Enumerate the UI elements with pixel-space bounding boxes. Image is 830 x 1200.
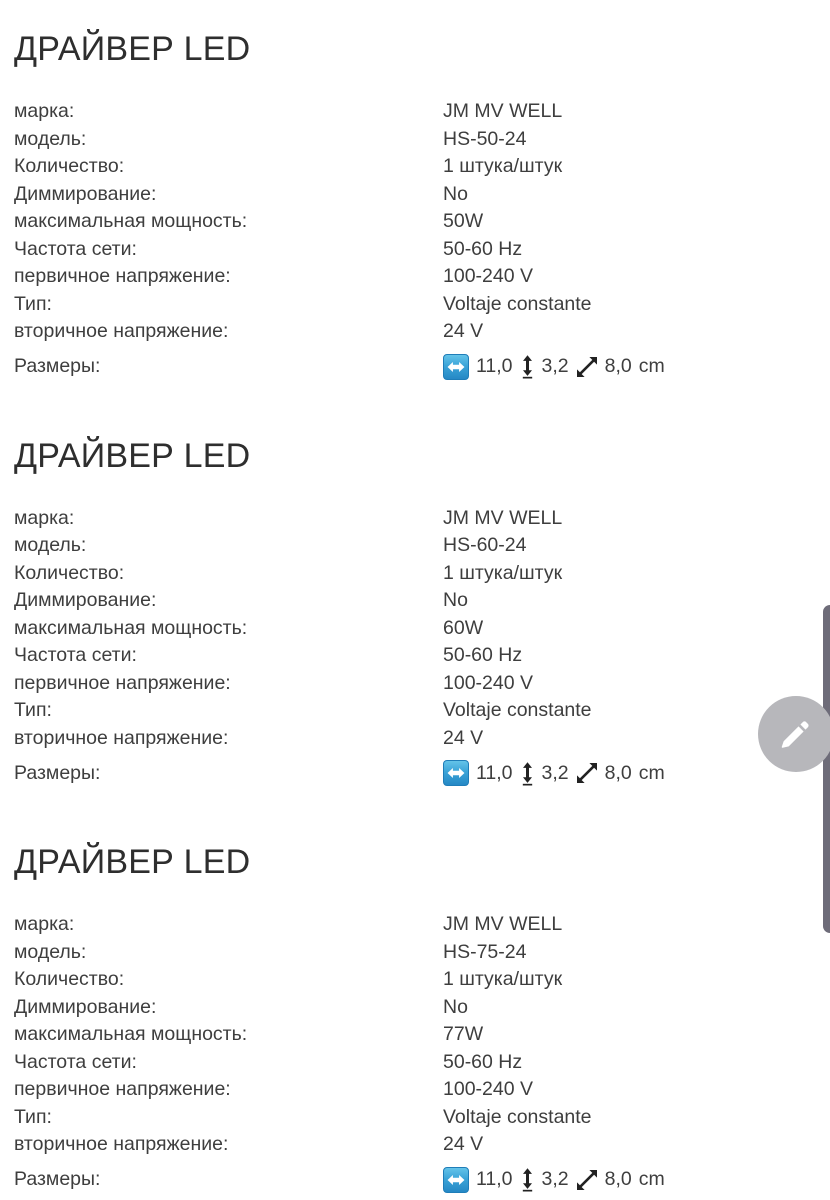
spec-row: [14, 1104, 830, 1132]
dimension-width: 11,0: [476, 761, 513, 784]
dimension-depth: 8,0: [604, 1168, 632, 1190]
spec-label: Диммирование:: [14, 589, 157, 611]
spec-label: вторичное напряжение:: [14, 726, 229, 749]
spec-label: Размеры:: [14, 761, 101, 784]
dimension-height: 3,2: [541, 761, 569, 784]
spec-value: 100-240 V: [443, 265, 533, 287]
spec-value: No: [443, 995, 468, 1018]
spec-value: JM MV WELL: [443, 913, 563, 935]
dimensions-row: [14, 757, 830, 789]
dimension-depth: 8,0: [604, 761, 632, 784]
spec-value: 60W: [443, 616, 484, 639]
dimension-unit: cm: [638, 761, 665, 784]
dimensions-row: [14, 1164, 830, 1196]
width-arrow-icon: [443, 1167, 469, 1193]
spec-label: марка:: [14, 913, 75, 935]
spec-value: No: [443, 589, 468, 611]
spec-label: Количество:: [14, 561, 125, 584]
spec-row: [14, 725, 830, 753]
spec-label: модель:: [14, 940, 87, 963]
spec-label: марка:: [14, 100, 75, 122]
spec-value: Voltaje constante: [443, 1105, 592, 1128]
spec-label: Частота сети:: [14, 237, 137, 260]
spec-label: Диммирование:: [14, 182, 157, 205]
spec-value: 100-240 V: [443, 671, 533, 694]
spec-row: [14, 126, 830, 154]
dimensions-value: [443, 354, 665, 380]
spec-value: HS-50-24: [443, 127, 527, 150]
spec-label: Частота сети:: [14, 644, 137, 666]
spec-row: [14, 560, 830, 588]
product-title: ДРАЙВЕР LED: [14, 30, 251, 68]
height-arrow-icon: [520, 761, 535, 786]
spec-label: Размеры:: [14, 355, 101, 377]
spec-value: 50W: [443, 210, 484, 232]
spec-label: Частота сети:: [14, 1050, 137, 1073]
height-arrow-icon: [520, 1167, 535, 1192]
spec-value: 50-60 Hz: [443, 644, 523, 666]
spec-label: первичное напряжение:: [14, 671, 231, 694]
spec-row: [14, 153, 830, 181]
spec-row: [14, 587, 830, 615]
depth-arrow-icon: [576, 762, 598, 784]
product-section: [0, 26, 830, 383]
spec-label: модель:: [14, 127, 87, 150]
spec-row: [14, 966, 830, 994]
spec-label: вторичное напряжение:: [14, 320, 229, 342]
spec-row: [14, 263, 830, 291]
spec-value: 24 V: [443, 1133, 484, 1155]
spec-row: [14, 1021, 830, 1049]
dimension-unit: cm: [638, 355, 665, 377]
spec-row: [14, 1076, 830, 1104]
spec-label: Размеры:: [14, 1168, 101, 1190]
spec-row: [14, 505, 830, 533]
spec-value: 50-60 Hz: [443, 237, 523, 260]
spec-label: марка:: [14, 506, 75, 529]
spec-row: [14, 911, 830, 939]
spec-row: [14, 697, 830, 725]
spec-row: [14, 939, 830, 967]
dimension-width: 11,0: [476, 1168, 513, 1190]
spec-value: 50-60 Hz: [443, 1050, 523, 1073]
spec-row: [14, 181, 830, 209]
spec-row: [14, 291, 830, 319]
spec-label: Количество:: [14, 155, 125, 177]
width-arrow-icon: [443, 354, 469, 380]
spec-row: [14, 98, 830, 126]
spec-row: [14, 236, 830, 264]
spec-label: первичное напряжение:: [14, 265, 231, 287]
spec-value: 1 штука/штук: [443, 561, 563, 584]
spec-value: Voltaje constante: [443, 292, 592, 315]
spec-value: Voltaje constante: [443, 699, 592, 721]
spec-value: No: [443, 182, 468, 205]
product-title: ДРАЙВЕР LED: [14, 436, 251, 475]
spec-label: Тип:: [14, 699, 52, 721]
spec-value: HS-75-24: [443, 940, 527, 963]
spec-table: [0, 911, 830, 1196]
spec-table: [0, 98, 830, 383]
depth-arrow-icon: [576, 356, 598, 378]
dimension-depth: 8,0: [604, 355, 632, 377]
spec-value: 24 V: [443, 320, 484, 342]
spec-label: максимальная мощность:: [14, 1023, 248, 1045]
spec-row: [14, 208, 830, 236]
spec-label: Количество:: [14, 968, 125, 990]
spec-row: [14, 615, 830, 643]
dimension-height: 3,2: [541, 355, 569, 377]
spec-value: 1 штука/штук: [443, 968, 563, 990]
spec-value: 24 V: [443, 726, 484, 749]
side-panel-handle[interactable]: [823, 605, 830, 933]
spec-value: 1 штука/штук: [443, 155, 563, 177]
spec-row: [14, 318, 830, 346]
spec-label: максимальная мощность:: [14, 210, 248, 232]
spec-label: Тип:: [14, 1105, 52, 1128]
pencil-icon: [777, 715, 815, 753]
spec-value: 100-240 V: [443, 1078, 533, 1100]
height-arrow-icon: [520, 354, 535, 379]
edit-button[interactable]: [758, 696, 830, 772]
spec-label: первичное напряжение:: [14, 1078, 231, 1100]
spec-row: [14, 642, 830, 670]
spec-row: [14, 1049, 830, 1077]
dimensions-value: [443, 760, 665, 786]
dimension-unit: cm: [638, 1168, 665, 1190]
spec-row: [14, 994, 830, 1022]
dimensions-value: [443, 1167, 665, 1193]
depth-arrow-icon: [576, 1169, 598, 1191]
product-title: ДРАЙВЕР LED: [14, 843, 251, 881]
spec-value: 77W: [443, 1023, 484, 1045]
spec-value: JM MV WELL: [443, 506, 563, 529]
spec-label: Тип:: [14, 292, 52, 315]
dimension-width: 11,0: [476, 355, 513, 377]
product-section: [0, 839, 830, 1196]
width-arrow-icon: [443, 760, 469, 786]
spec-label: модель:: [14, 534, 87, 556]
spec-label: вторичное напряжение:: [14, 1133, 229, 1155]
spec-value: HS-60-24: [443, 534, 527, 556]
spec-label: максимальная мощность:: [14, 616, 248, 639]
spec-row: [14, 532, 830, 560]
dimension-height: 3,2: [541, 1168, 569, 1190]
spec-row: [14, 670, 830, 698]
spec-value: JM MV WELL: [443, 100, 563, 122]
product-section: [0, 433, 830, 790]
dimensions-row: [14, 351, 830, 383]
spec-label: Диммирование:: [14, 995, 157, 1018]
spec-row: [14, 1131, 830, 1159]
spec-table: [0, 505, 830, 790]
